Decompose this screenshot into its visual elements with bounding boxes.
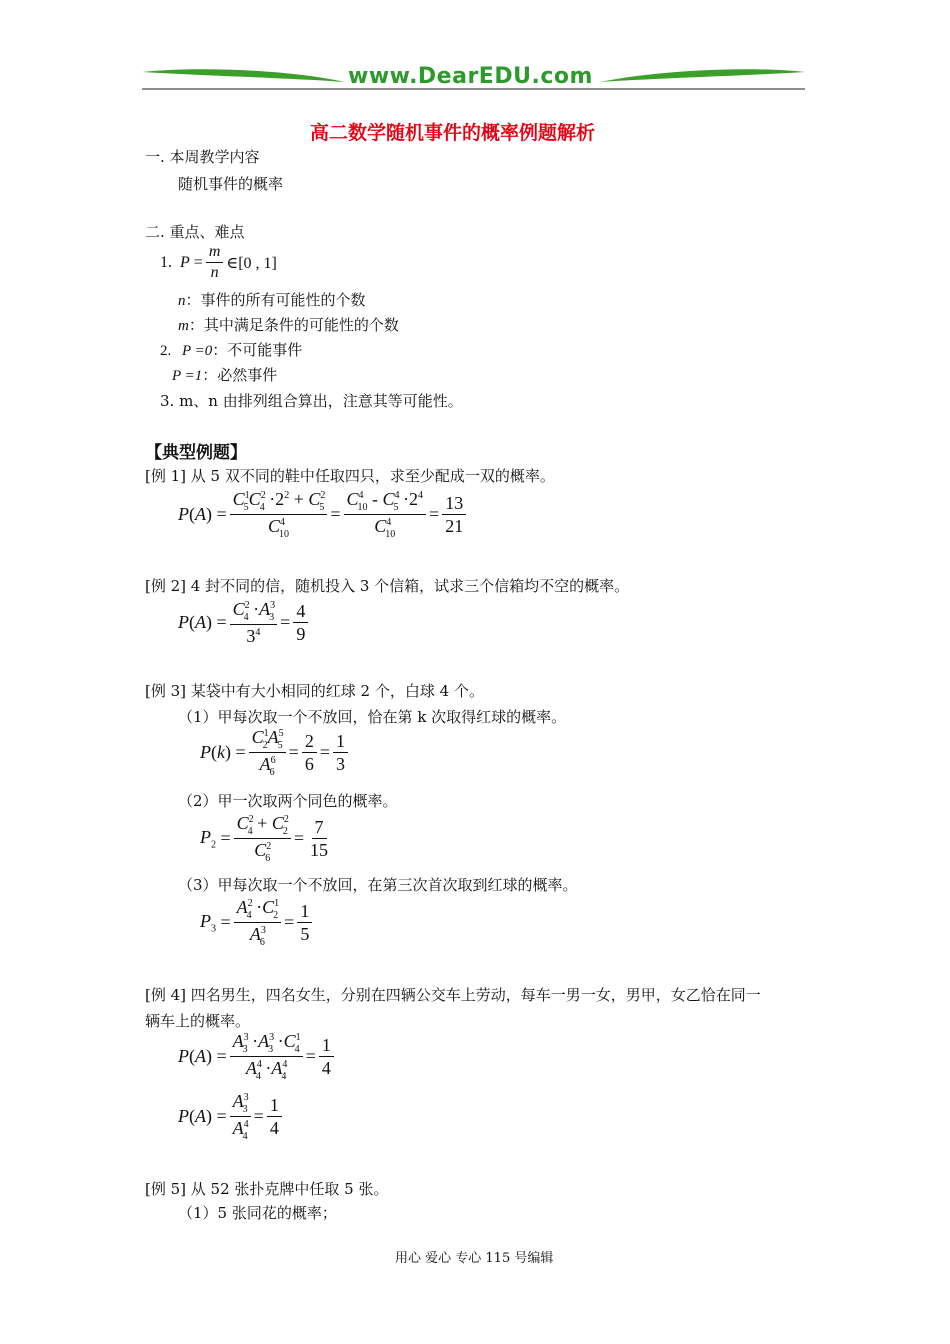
certain-event: P =1：必然事件	[172, 366, 278, 384]
typical-examples-heading: 【典型例题】	[145, 443, 247, 463]
example-5-label: [例 5] 从 52 张扑克牌中任取 5 张。	[145, 1180, 389, 1198]
section-two-heading: 二. 重点、难点	[145, 223, 245, 241]
example-3-q1: （1）甲每次取一个不放回，恰在第 k 次取得红球的概率。	[178, 708, 567, 726]
section-one-content: 随机事件的概率	[178, 175, 284, 193]
left-swoosh-icon	[142, 69, 345, 82]
example-2-label: [例 2] 4 封不同的信，随机投入 3 个信箱，试求三个信箱均不空的概率。	[145, 577, 630, 595]
example-3-q3: （3）甲每次取一个不放回，在第三次首次取到红球的概率。	[178, 876, 578, 894]
example-3-formula-2: $P_2$ = $\frac{C^2_4 + C^2_2}{C^2_6}$ = $\frac{7}{15}$	[200, 813, 328, 864]
interval: ∈[0 , 1]	[226, 254, 277, 272]
right-swoosh-icon	[600, 69, 805, 82]
n-description: n：事件的所有可能性的个数	[178, 291, 366, 309]
site-logo[interactable]: www.DearEDU.com	[348, 64, 593, 89]
page-footer: 用心 爱心 专心 115 号编辑	[395, 1251, 554, 1266]
m-description: m：其中满足条件的可能性的个数	[178, 316, 399, 334]
example-2-formula: P ( A ) = $\frac{C^2_4 \cdot A^3_3}{3^4}$ = $\frac{4}{9}$	[178, 598, 311, 648]
example-3-formula-3: $P_3$ = $\frac{A^2_4 \cdot C^1_2}{A^3_6}$ = $\frac{1}{5}$	[200, 896, 315, 949]
example-3-q2: （2）甲一次取两个同色的概率。	[178, 792, 398, 810]
page-title: 高二数学随机事件的概率例题解析	[310, 122, 596, 144]
impossible-event: 2. P =0：不可能事件	[160, 341, 303, 359]
probability-definition: 1. P = $\frac{m}{n}$ ∈[0 , 1]	[160, 243, 277, 281]
example-4-label-line2: 辆车上的概率。	[145, 1012, 251, 1030]
example-3-label: [例 3] 某袋中有大小相同的红球 2 个，白球 4 个。	[145, 682, 484, 700]
example-4-formula-2: P ( A ) = $\frac{A^3_3}{A^4_4}$ = $\frac{1}{4}$	[178, 1090, 285, 1143]
item-number: 1.	[160, 253, 172, 271]
example-5-q1: （1）5 张同花的概率；	[178, 1204, 337, 1222]
example-4-label-line1: [例 4] 四名男生，四名女生，分别在四辆公交车上劳动，每车一男一女，男甲，女乙恰在同一	[145, 986, 761, 1004]
item-three: 3. m、n 由排列组合算出，注意其等可能性。	[160, 392, 463, 410]
example-1-label: [例 1] 从 5 双不同的鞋中任取四只，求至少配成一双的概率。	[145, 467, 555, 485]
example-1-formula: P ( A ) = $\frac{C^1_5C^2_4 \cdot 2^2 + C^2_5}{C^4_{10}}$ = $\frac{C^4_{10} - C^4_5 \cdot 2^4}{C^4_{10}}$ = $\frac{13}{21}$	[178, 488, 469, 541]
example-4-formula-1: P ( A ) = $\frac{A^3_3 \cdot A^3_3 \cdot C^1_4}{A^4_4 \cdot A^4_4}$ = $\frac{1}{4}$	[178, 1030, 337, 1083]
section-one-heading: 一. 本周教学内容	[145, 148, 260, 166]
example-3-formula-1: P ( k ) = $\frac{C^1_2A^5_5}{A^6_6}$ = $\frac{2}{6}$ = $\frac{1}{3}$	[200, 726, 351, 779]
